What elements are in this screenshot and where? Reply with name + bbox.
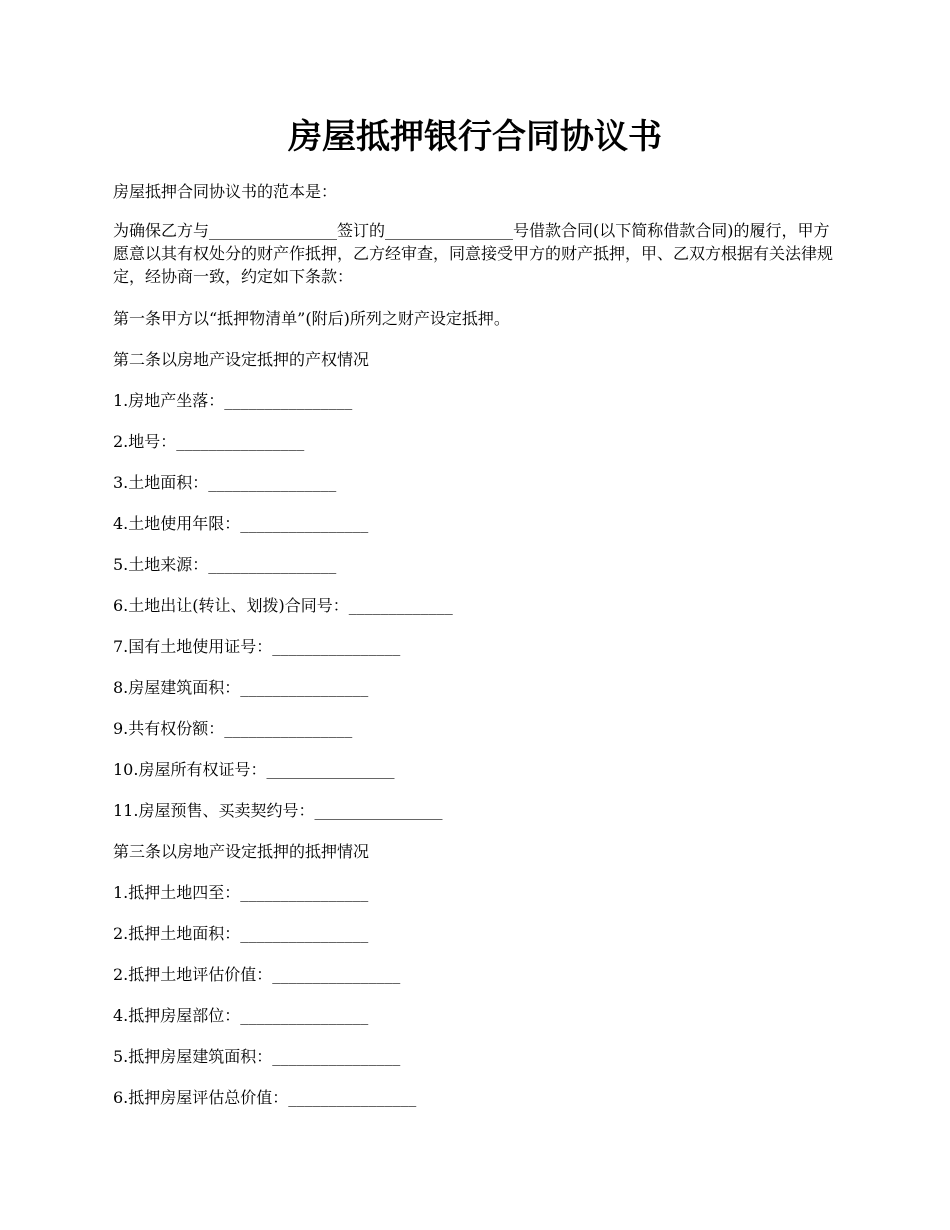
article-2-item: 11.房屋预售、买卖契约号：________________ [113, 801, 443, 820]
preamble-text: 为确保乙方与________________签订的________________号借款合同(以下简称借款合同)的履行，甲方愿意以其有权处分的财产作抵押，乙方经审查，同意接受甲方的财产抵押，甲、乙双方根据有关法律规定，经协商一致，约定如下条款： [113, 221, 834, 286]
document-title: 房屋抵押银行合同协议书 [288, 117, 662, 157]
article-3-item: 4.抵押房屋部位：________________ [113, 1006, 369, 1025]
article-2-item: 2.地号：________________ [113, 432, 305, 451]
article-3-item: 6.抵押房屋评估总价值：________________ [113, 1088, 417, 1107]
article-2-item: 7.国有土地使用证号：________________ [113, 637, 401, 656]
article-2-item: 9.共有权份额：________________ [113, 719, 353, 738]
article-2-item: 4.土地使用年限：________________ [113, 514, 369, 533]
article-2-item: 3.土地面积：________________ [113, 473, 337, 492]
article-2-item: 1.房地产坐落：________________ [113, 391, 353, 410]
article-3-item: 1.抵押土地四至：________________ [113, 883, 369, 902]
article-1-text: 第一条甲方以“抵押物清单”(附后)所列之财产设定抵押。 [113, 309, 510, 328]
article-3-item: 2.抵押土地面积：________________ [113, 924, 369, 943]
article-3-item: 5.抵押房屋建筑面积：________________ [113, 1047, 401, 1066]
article-2-item: 8.房屋建筑面积：________________ [113, 678, 369, 697]
article-2-item: 10.房屋所有权证号：________________ [113, 760, 395, 779]
article-2-heading: 第二条以房地产设定抵押的产权情况 [113, 350, 370, 369]
article-2-item: 5.土地来源：________________ [113, 555, 337, 574]
article-3-heading: 第三条以房地产设定抵押的抵押情况 [113, 842, 370, 861]
intro-text: 房屋抵押合同协议书的范本是： [113, 182, 338, 201]
article-2-item: 6.土地出让(转让、划拨)合同号：_____________ [113, 596, 453, 615]
article-3-item: 2.抵押土地评估价值：________________ [113, 965, 401, 984]
